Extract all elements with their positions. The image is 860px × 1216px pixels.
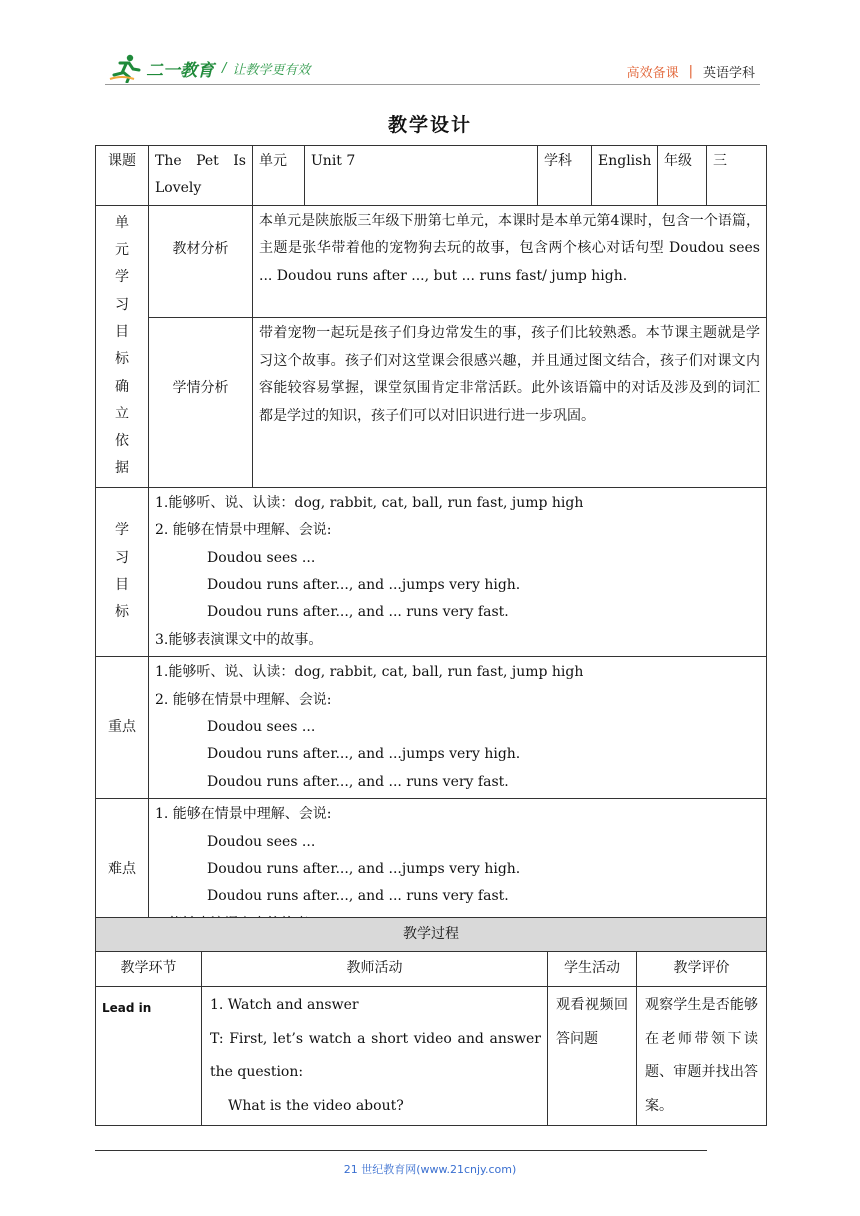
slogan: 让教学更有效: [232, 62, 311, 78]
grade-label: 年级: [658, 146, 707, 206]
teaching-process-table: [95, 917, 767, 1126]
tag-efficient-prep: 高效备课: [626, 66, 679, 81]
brand-name: 二一教育: [146, 60, 214, 81]
page-title: 教学设计: [387, 114, 472, 136]
subject-label: 学科: [538, 146, 592, 206]
teacher-activity-line: What is the video about?: [228, 1097, 404, 1114]
grade-value: 三: [707, 146, 767, 206]
process-section-title: 教学过程: [96, 918, 767, 952]
logo: [108, 52, 310, 84]
topic-label: 课题: [96, 146, 149, 206]
basis-label: 单 元 学 习 目 标 确 立 依 据: [96, 205, 149, 487]
key-point-line: Doudou runs after..., and ...jumps very high.: [207, 746, 521, 763]
key-point-line: 2. 能够在情景中理解、会说:: [155, 691, 332, 708]
footer-rule: [95, 1150, 707, 1151]
objective-line: 3.能够表演课文中的故事。: [155, 631, 323, 648]
difficulty-line: Doudou sees ...: [207, 833, 316, 850]
teacher-activity-line: 1. Watch and answer: [210, 997, 359, 1013]
teacher-activity-line: T: First, let’s watch a short video and answer the question:: [210, 1030, 541, 1080]
student-activity: 观看视频回答问题: [548, 987, 637, 1126]
header-tags: [627, 62, 755, 81]
topic-value: The Pet Is Lovely: [149, 146, 253, 206]
objectives-label: 学 习 目 标: [96, 487, 149, 656]
difficulty-line: Doudou runs after..., and ...jumps very high.: [207, 861, 521, 878]
tag-subject: 英语学科: [702, 66, 755, 81]
difficulty-line: Doudou runs after..., and ... runs very fast.: [207, 888, 509, 905]
textbook-analysis-text: 本单元是陕旅版三年级下册第七单元，本课时是本单元第4课时，包含一个语篇，主题是张华带着他的宠物狗去玩的故事，包含两个核心对话句型 Doudou sees ... Doudou runs after ..., but ... runs fast/ jump high.: [253, 205, 767, 318]
objectives-content: [149, 487, 767, 656]
learner-analysis-text: 带着宠物一起玩是孩子们身边常发生的事，孩子们比较熟悉。本节课主题就是学习这个故事。孩子们对这堂课会很感兴趣，并且通过图文结合，孩子们对课文内容能较容易掌握，课堂氛围肯定非常活跃。此外该语篇中的对话及涉及到的词汇都是学过的知识，孩子们可以对旧识进行进一步巩固。: [253, 318, 767, 487]
slogan-slash: /: [222, 60, 227, 76]
key-points-label: 重点: [96, 657, 149, 799]
textbook-analysis-label: 教材分析: [149, 205, 253, 318]
process-header-student: 学生活动: [548, 952, 637, 987]
key-points-content: [149, 657, 767, 799]
objective-line: Doudou runs after..., and ...jumps very high.: [207, 577, 521, 593]
unit-value: Unit 7: [305, 146, 538, 206]
objective-line: 2. 能够在情景中理解、会说:: [155, 522, 332, 539]
process-header-teacher: 教师活动: [202, 952, 548, 987]
lesson-plan-table: [95, 145, 767, 941]
learner-analysis-label: 学情分析: [149, 318, 253, 487]
evaluation: 观察学生是否能够在老师带领下读题、审题并找出答案。: [637, 987, 767, 1126]
process-header-evaluation: 教学评价: [637, 952, 767, 987]
process-header-stage: 教学环节: [96, 952, 202, 987]
teacher-activity: [202, 987, 548, 1126]
header-rule: [105, 84, 760, 85]
stage-lead-in: Lead in: [96, 987, 202, 1126]
objective-line: 1.能够听、说、认读：dog, rabbit, cat, ball, run fast, jump high: [155, 494, 584, 511]
page-header: [0, 0, 860, 90]
unit-label: 单元: [253, 146, 305, 206]
footer-source[interactable]: 21 世纪教育网(www.21cnjy.com): [343, 1163, 517, 1176]
difficulties-label: 难点: [96, 799, 149, 941]
objective-line: Doudou runs after..., and ... runs very fast.: [207, 604, 509, 621]
runner-logo-icon: [108, 53, 142, 83]
subject-value: English: [592, 146, 658, 206]
key-point-line: Doudou sees ...: [207, 719, 316, 736]
objective-line: Doudou sees ...: [207, 549, 316, 566]
difficulty-line: 1. 能够在情景中理解、会说:: [155, 806, 332, 823]
tag-divider: |: [688, 64, 693, 79]
key-point-line: 1.能够听、说、认读：dog, rabbit, cat, ball, run fast, jump high: [155, 664, 584, 681]
key-point-line: Doudou runs after..., and ... runs very fast.: [207, 773, 509, 790]
